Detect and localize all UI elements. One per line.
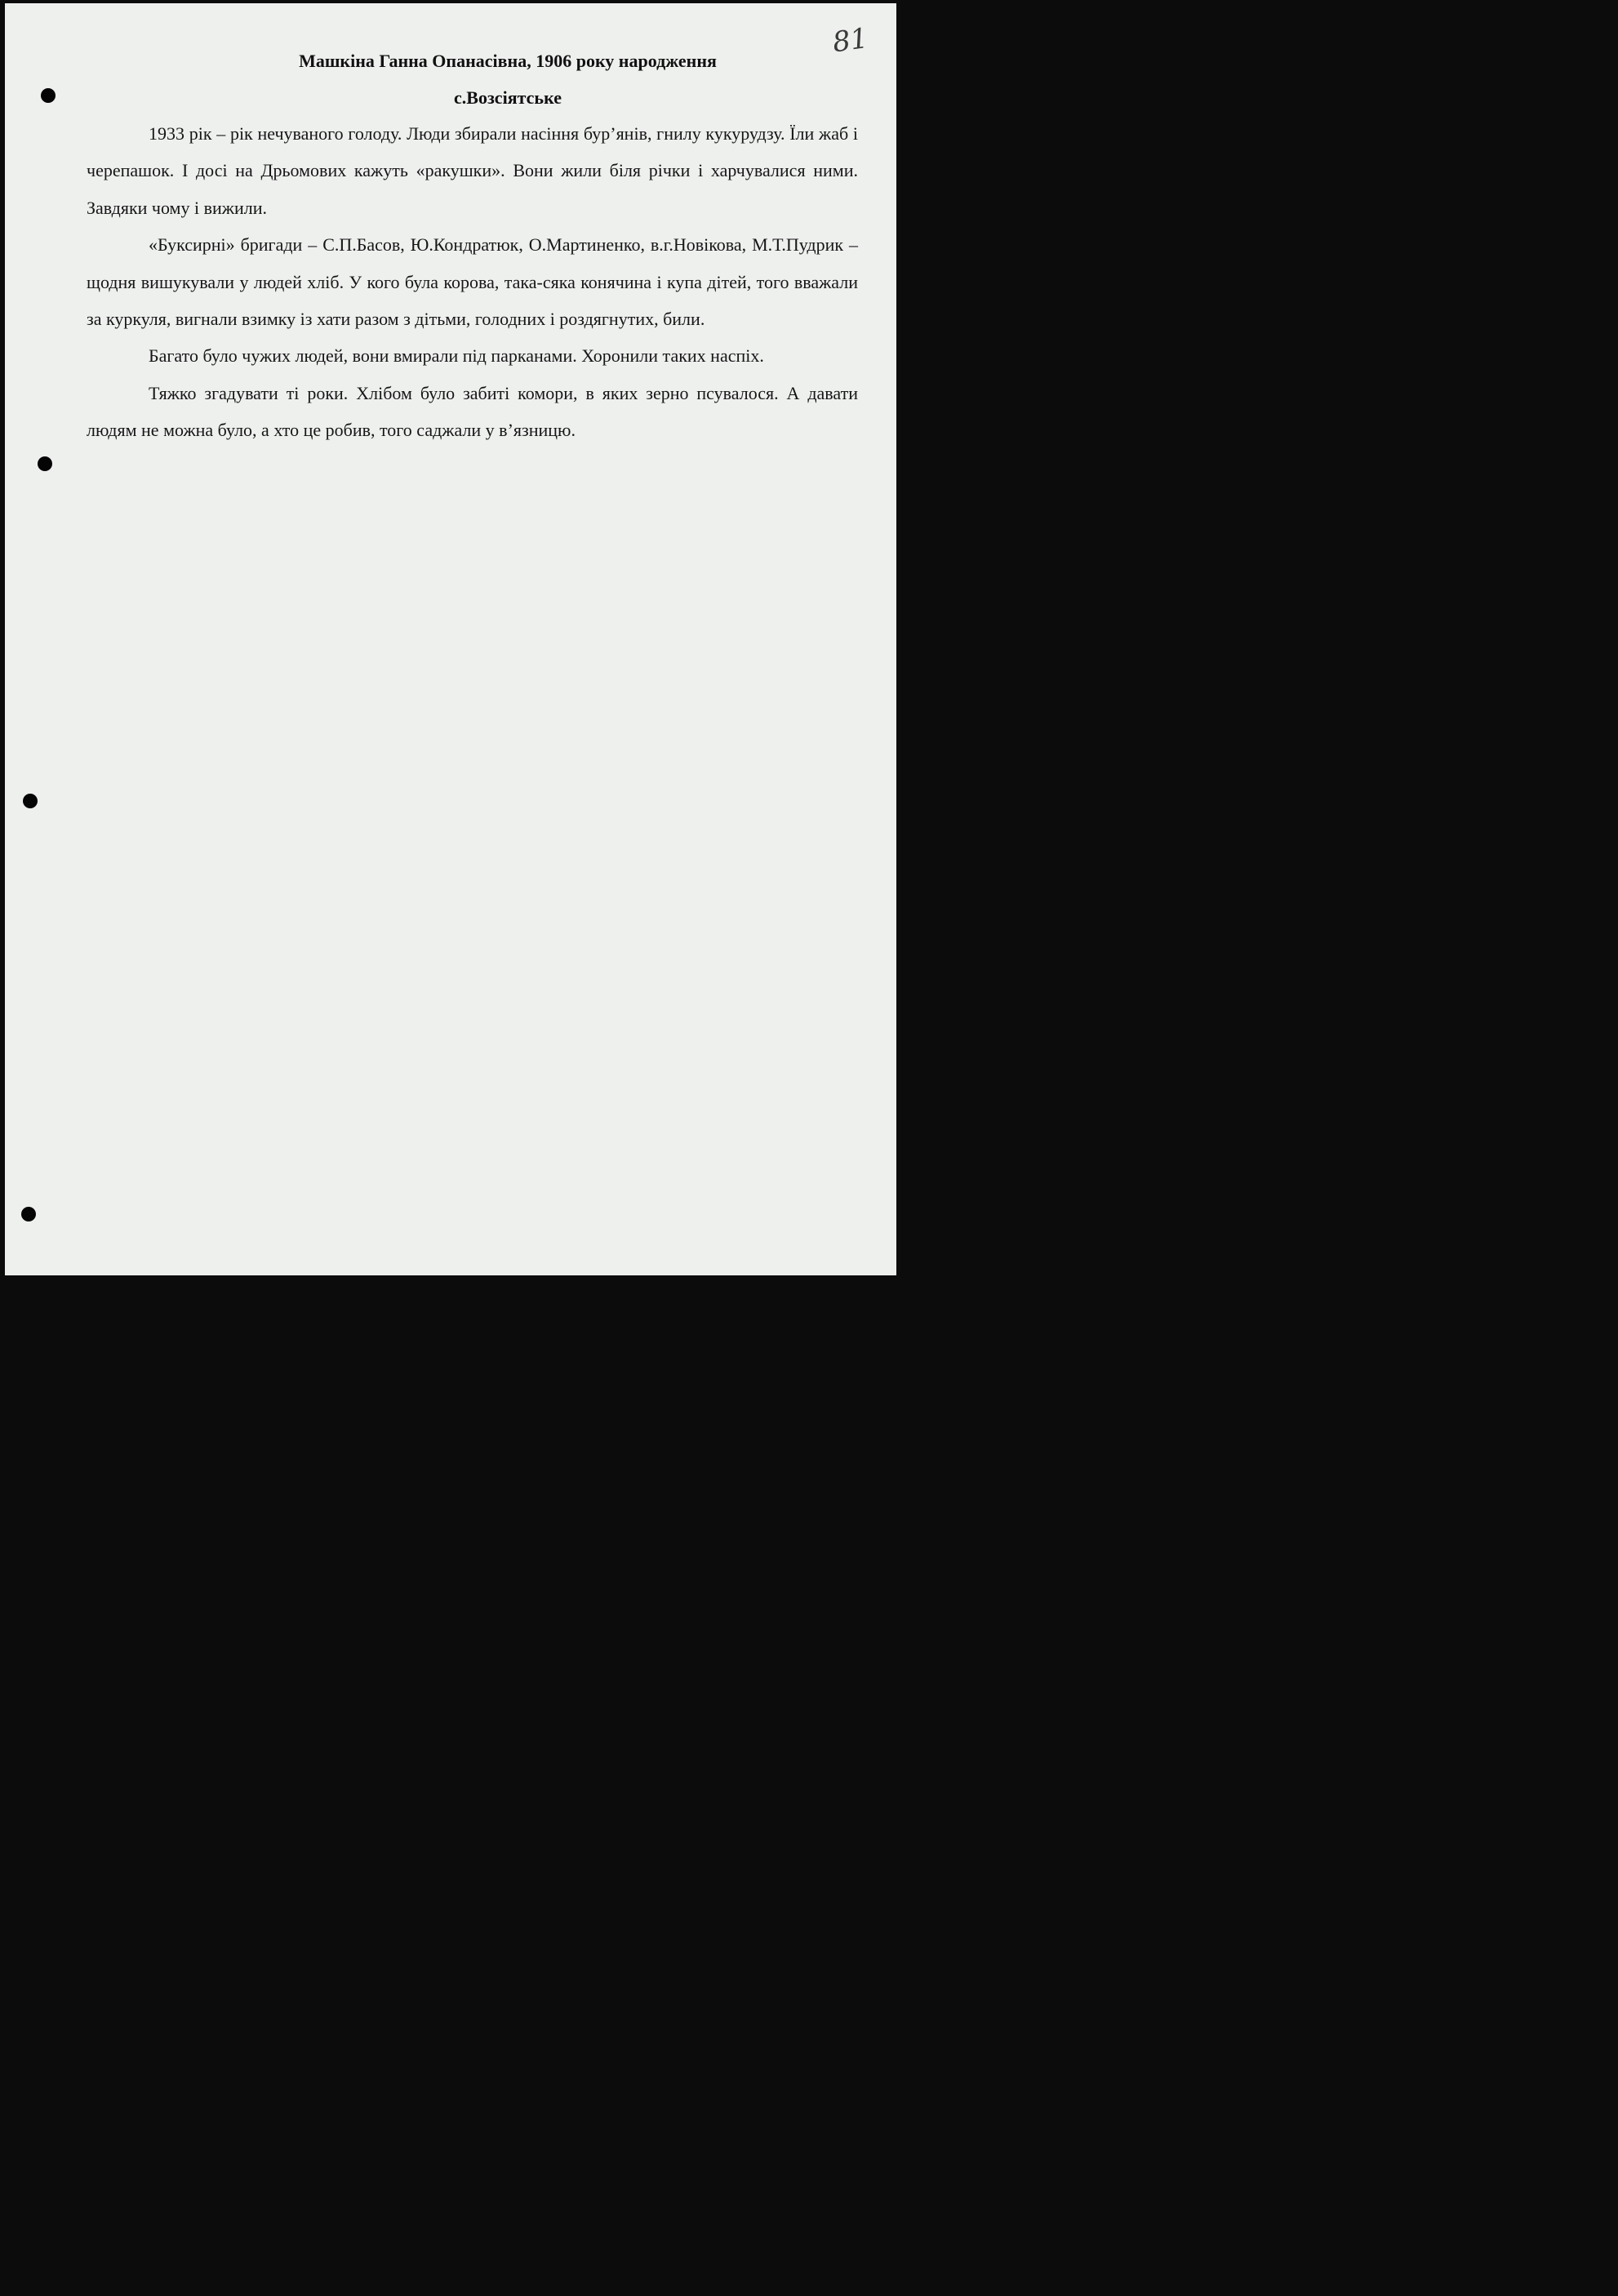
- punch-hole: [38, 456, 52, 471]
- paragraph: Тяжко згадувати ті роки. Хлібом було забиті комори, в яких зерно псувалося. А давати людям не можна було, а хто це робив, того саджали у в’язницю.: [87, 382, 858, 441]
- handwritten-page-number: 81: [830, 21, 870, 60]
- document-location: с.Возсіятське: [454, 87, 562, 108]
- paragraph: 1933 рік – рік нечуваного голоду. Люди збирали насіння бур’янів, гнилу кукурудзу. Їли жаб і черепашок. І досі на Дрьомових кажуть «ракушки». Вони жили біля річки і харчувалися ними. Завдяки чому і вижили.: [87, 123, 858, 218]
- document-title: Машкіна Ганна Опанасівна, 1906 року народження: [299, 51, 717, 71]
- paragraph: «Буксирні» бригади – С.П.Басов, Ю.Кондратюк, О.Мартиненко, в.г.Новікова, М.Т.Пудрик – щодня вишукували у людей хліб. У кого була корова, така-сяка конячина і купа дітей, того вважали за куркуля, вигнали взимку із хати разом з дітьми, голодних і роздягнутих, били.: [87, 234, 858, 330]
- document-body: [87, 115, 858, 449]
- paragraph: Багато було чужих людей, вони вмирали під парканами. Хоронили таких наспіх.: [149, 345, 764, 367]
- punch-hole: [23, 794, 38, 808]
- punch-hole: [21, 1207, 36, 1221]
- document-page: [5, 3, 896, 1275]
